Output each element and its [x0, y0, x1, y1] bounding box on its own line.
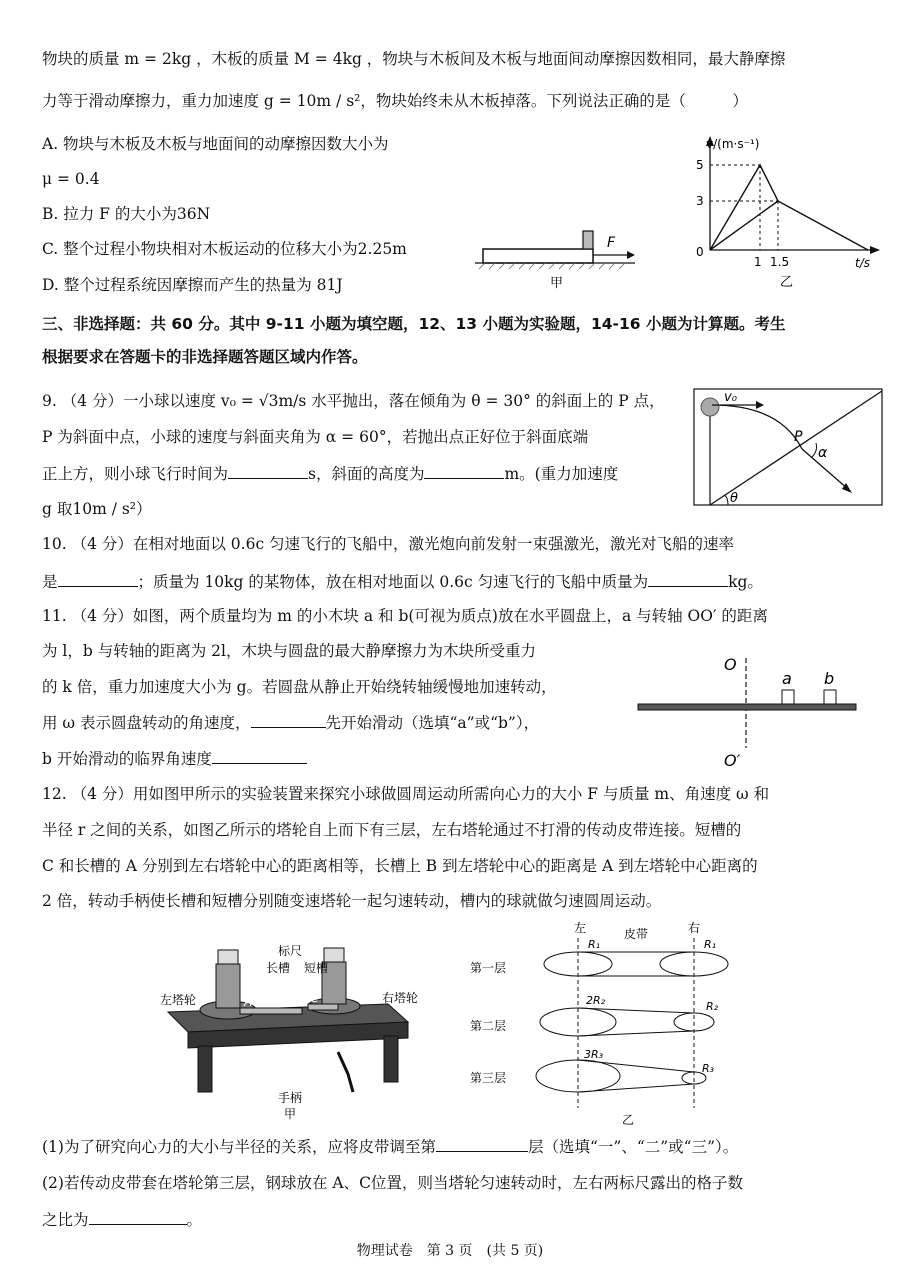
block-b-shape [824, 690, 836, 704]
theta-label: θ [730, 491, 738, 506]
q8-figure-vt-graph [690, 132, 890, 292]
ball-shape [701, 398, 719, 416]
q12-sub2-line2: 之比为 。 [42, 1208, 202, 1231]
q9-figure [690, 385, 890, 510]
vt-ylabel: v/(m·s⁻¹) [706, 137, 760, 151]
vt-xlabel: t/s [855, 256, 870, 270]
q11-answer-first[interactable] [251, 711, 326, 728]
q8-figure-jia [475, 225, 645, 291]
q12-answer-ratio[interactable] [89, 1208, 187, 1225]
pos-b-label: B [270, 995, 279, 1009]
q9-answer-height[interactable] [424, 462, 504, 479]
q12-line1: 12. （4 分）用如图甲所示的实验装置来探究小球做圆周运动所需向心力的大小 F 与质量 m、角速度 ω 和 [42, 785, 770, 803]
block-a-shape [782, 690, 794, 704]
incline-line [710, 391, 882, 505]
vt-tick-1: 1 [754, 255, 762, 269]
r3-left: 3R₃ [584, 1048, 604, 1061]
right-pulley-label: 右塔轮 [382, 991, 419, 1005]
q9-line2: P 为斜面中点，小球的速度与斜面夹角为 α = 60°，若抛出点正好位于斜面底端 [42, 428, 589, 446]
vt-tick-0: 0 [696, 245, 704, 259]
layer3-label: 第三层 [470, 1071, 507, 1085]
q10-line2: 是 ；质量为 10kg 的某物体，放在相对地面以 0.6c 匀速飞行的飞船中质量为 kg。 [42, 570, 763, 593]
axis-o-label: O [724, 655, 737, 674]
q9-line3: 正上方，则小球飞行时间为 s，斜面的高度为 m。(重力加速度 [42, 462, 618, 485]
pos-a-label: A [244, 995, 253, 1009]
q11-line5: b 开始滑动的临界角速度 [42, 747, 307, 770]
q9-line4: g 取10m / s²） [42, 500, 152, 518]
q10-answer-mass[interactable] [648, 570, 728, 587]
q12-figure-pulleys [470, 918, 770, 1128]
right-label: 右 [688, 921, 701, 935]
q11-line3: 的 k 倍，重力加速度大小为 g。若圆盘从静止开始绕转轴缓慢地加速转动， [42, 678, 557, 696]
q12-sub2: (2)若传动皮带套在塔轮第三层，钢球放在 A、C位置，则当塔轮匀速转动时，左右两标尺露出的格子数 [42, 1174, 743, 1192]
alpha-label: α [818, 445, 828, 461]
r2-left: 2R₂ [586, 994, 606, 1007]
force-label: F [607, 235, 616, 251]
q12-answer-layer[interactable] [436, 1135, 528, 1152]
q12-line4: 2 倍，转动手柄使长槽和短槽分别随变速塔轮一起匀速转动，槽内的球就做匀速圆周运动。 [42, 892, 662, 910]
handle-label: 手柄 [278, 1091, 303, 1105]
pos-c-label: C [310, 991, 319, 1005]
disc-shape [638, 704, 856, 710]
vt-line-board [710, 201, 778, 250]
q11-line2: 为 l，b 与转轴的距离为 2l，木块与圆盘的最大静摩擦力为木块所受重力 [42, 642, 536, 660]
q8-option-c: C. 整个过程小物块相对木板运动的位移大小为2.25m [42, 240, 407, 258]
vt-line-block [710, 165, 868, 250]
axis-o-prime-label: O′ [724, 751, 741, 770]
block-b-label: b [824, 669, 835, 688]
fig-jia-caption-12: 甲 [284, 1107, 297, 1121]
r2-right: R₂ [706, 1000, 719, 1013]
page-footer: 物理试卷 第 3 页 (共 5 页) [356, 1243, 544, 1259]
section3-heading: 三、非选择题：共 60 分。其中 9-11 小题为填空题，12、13 小题为实验题，14-16 小题为计算题。考生 [42, 315, 786, 333]
scale-label: 标尺 [278, 944, 303, 958]
q11-answer-omega[interactable] [212, 747, 307, 764]
left-pulley-label: 左塔轮 [160, 993, 197, 1007]
block-shape [583, 231, 593, 249]
q8-stem-line1: 物块的质量 m = 2kg ，木板的质量 M = 4kg ，物块与木板间及木板与地面间动摩擦因数相同，最大静摩擦 [42, 50, 786, 68]
q12-line2: 半径 r 之间的关系，如图乙所示的塔轮自上而下有三层，左右塔轮通过不打滑的传动皮带连接。短槽的 [42, 821, 742, 839]
r3-right: R₃ [702, 1062, 715, 1075]
long-slot-label: 长槽 [266, 961, 291, 975]
q8-option-a-mu: μ = 0.4 [42, 170, 100, 188]
q11-figure [636, 650, 861, 772]
fig-jia-caption: 甲 [550, 276, 564, 291]
q8-option-d: D. 整个过程系统因摩擦而产生的热量为 81J [42, 276, 343, 294]
q12-figure-apparatus [158, 942, 458, 1122]
block-a-label: a [782, 669, 792, 688]
q11-line1: 11. （4 分）如图，两个质量均为 m 的小木块 a 和 b(可视为质点)放在水平圆盘上，a 与转轴 OO′ 的距离 [42, 607, 768, 625]
fig-yi-caption: 乙 [780, 275, 794, 290]
point-p-label: P [794, 429, 803, 445]
belt-label: 皮带 [624, 927, 649, 941]
q9-line1: 9. （4 分）一小球以速度 v₀ = √3m/s 水平抛出，落在倾角为 θ = 30° 的斜面上的 P 点， [42, 392, 665, 410]
vt-tick-1-5: 1.5 [770, 255, 790, 269]
short-slot-label: 短槽 [304, 961, 329, 975]
r1-right: R₁ [704, 938, 717, 951]
left-label: 左 [574, 921, 587, 935]
fig-yi-caption-12: 乙 [622, 1113, 635, 1127]
vt-tick-3: 3 [696, 194, 704, 208]
q9-answer-time[interactable] [228, 462, 308, 479]
q12-sub1: (1)为了研究向心力的大小与半径的关系，应将皮带调至第 层（选填“一”、“二”或“三”）。 [42, 1135, 738, 1158]
q11-line4: 用 ω 表示圆盘转动的角速度， 先开始滑动（选填“a”或“b”）， [42, 711, 539, 734]
board-shape [483, 249, 593, 263]
v0-label: v₀ [724, 390, 737, 405]
layer2-label: 第二层 [470, 1019, 507, 1033]
q12-line3: C 和长槽的 A 分别到左右塔轮中心的距离相等，长槽上 B 到左塔轮中心的距离是 A 到左塔轮中心距离的 [42, 857, 758, 875]
vt-tick-5: 5 [696, 158, 704, 172]
layer1-label: 第一层 [470, 961, 507, 975]
q10-line1: 10. （4 分）在相对地面以 0.6c 匀速飞行的飞船中，激光炮向前发射一束强激光，激光对飞船的速率 [42, 535, 735, 553]
section3-heading-line2: 根据要求在答题卡的非选择题答题区域内作答。 [42, 348, 368, 366]
r1-left: R₁ [588, 938, 601, 951]
q8-stem-line2: 力等于滑动摩擦力，重力加速度 g = 10m / s²，物块始终未从木板掉落。下列说法正确的是（ ） [42, 92, 748, 110]
q10-answer-speed[interactable] [58, 570, 138, 587]
q8-option-a: A. 物块与木板及木板与地面间的动摩擦因数大小为 [42, 135, 389, 153]
q8-option-b: B. 拉力 F 的大小为36N [42, 205, 211, 223]
